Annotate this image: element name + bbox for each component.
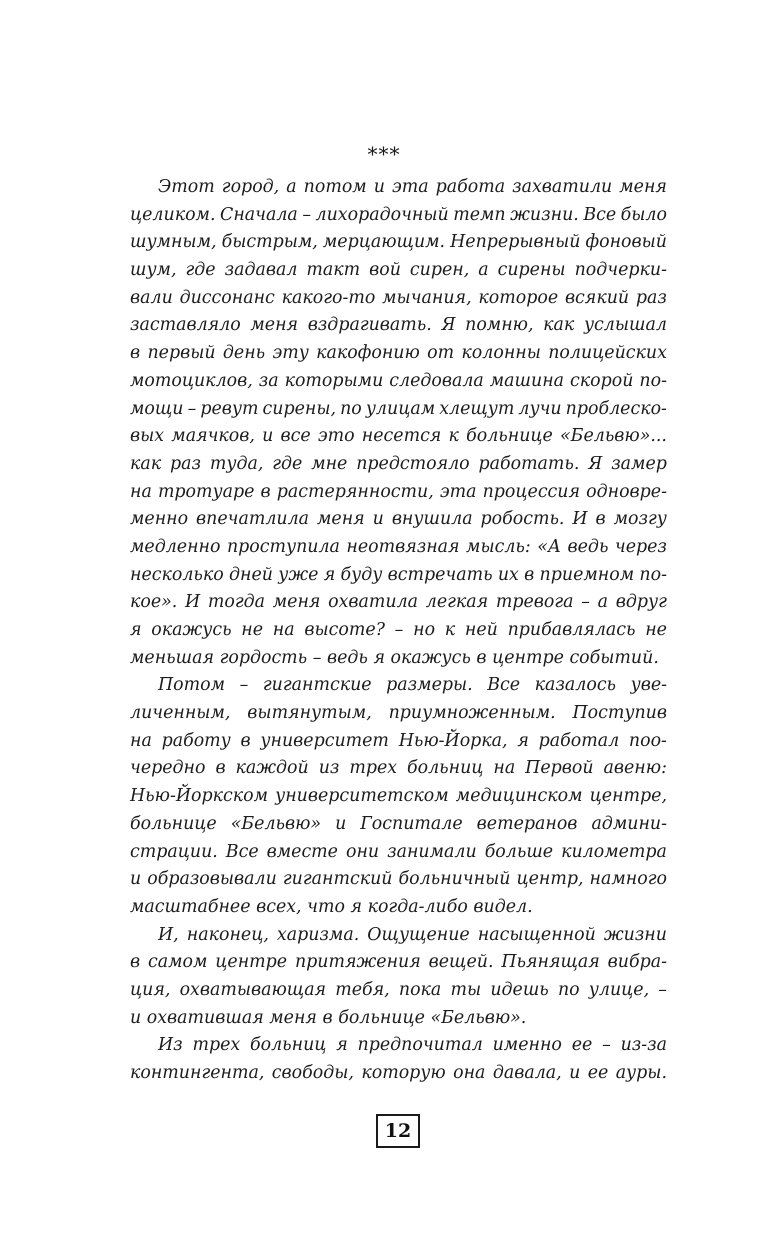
text-line: контингента, свободы, которую она давала, и ее ауры. [130, 1063, 667, 1083]
text-line: Этот город, а потом и эта работа захватили меня [158, 177, 667, 197]
text-line: чередно в каждой из трех больниц на Первой авеню: [130, 758, 667, 779]
text-line: на тротуаре в растерянности, эта процессия одновре- [130, 481, 667, 502]
text-line: несколько дней уже я буду встречать их в приемном по- [130, 564, 667, 585]
text-line: вали диссонанс какого-то мычания, которое всякий раз [130, 287, 667, 308]
text-line: как раз туда, где мне предстояло работать. Я замер [130, 453, 667, 474]
text-line: вых маячков, и все это несется к больнице «Бельвю»... [130, 426, 667, 447]
text-line: Из трех больниц я предпочитал именно ее – из-за [158, 1035, 667, 1056]
text-line: шум, где задавал такт вой сирен, а сирены подчерки- [130, 260, 667, 281]
text-line: кое». И тогда меня охватила легкая тревога – а вдруг [130, 592, 667, 613]
text-line: и охватившая меня в больнице «Бельвю». [130, 1007, 527, 1028]
text-line: страции. Все вместе они занимали больше километра [130, 841, 667, 862]
page-number: 12 [376, 1114, 420, 1148]
text-line: заставляло меня вздрагивать. Я помню, как услышал [130, 315, 667, 336]
text-line: менно впечатлила меня и внушила робость. И в мозгу [130, 509, 667, 530]
text-line: больнице «Бельвю» и Госпитале ветеранов админи- [130, 813, 667, 834]
text-line: целиком. Сначала – лихорадочный темп жизни. Все было [130, 204, 667, 225]
text-line: я окажусь не на высоте? – но к ней прибавлялась не [130, 620, 667, 640]
text-line: шумным, быстрым, мерцающим. Непрерывный фоновый [130, 232, 667, 253]
text-line: и образовывали гигантский больничный центр, намного [130, 869, 667, 890]
text-line: масштабнее всех, что я когда-либо видел. [130, 896, 533, 917]
text-line: в первый день эту какофонию от колонны полицейских [130, 343, 667, 364]
text-line: Нью-Йоркском университетском медицинском центре, [130, 786, 667, 807]
text-line: медленно проступила неотвязная мысль: «А ведь через [130, 536, 667, 557]
text-line: И, наконец, харизма. Ощущение насыщенной жизни [158, 924, 667, 945]
text-line: ция, охватывающая тебя, пока ты идешь по улице, – [130, 979, 667, 1000]
body-text [130, 174, 667, 1088]
text-line: на работу в университет Нью-Йорка, я работал поо- [130, 730, 667, 751]
text-line: мотоциклов, за которыми следовала машина скорой по- [130, 370, 667, 391]
text-line: личенным, вытянутым, приумноженным. Поступив [130, 703, 667, 724]
text-line: меньшая гордость – ведь я окажусь в центре событий. [130, 647, 659, 668]
text-line: Потом – гигантские размеры. Все казалось уве- [158, 675, 667, 696]
text-line: мощи – ревут сирены, по улицам хлещут лучи проблеско- [130, 398, 667, 419]
text-line: в самом центре притяжения вещей. Пьянящая вибра- [130, 952, 667, 973]
section-separator: *** [367, 142, 401, 166]
